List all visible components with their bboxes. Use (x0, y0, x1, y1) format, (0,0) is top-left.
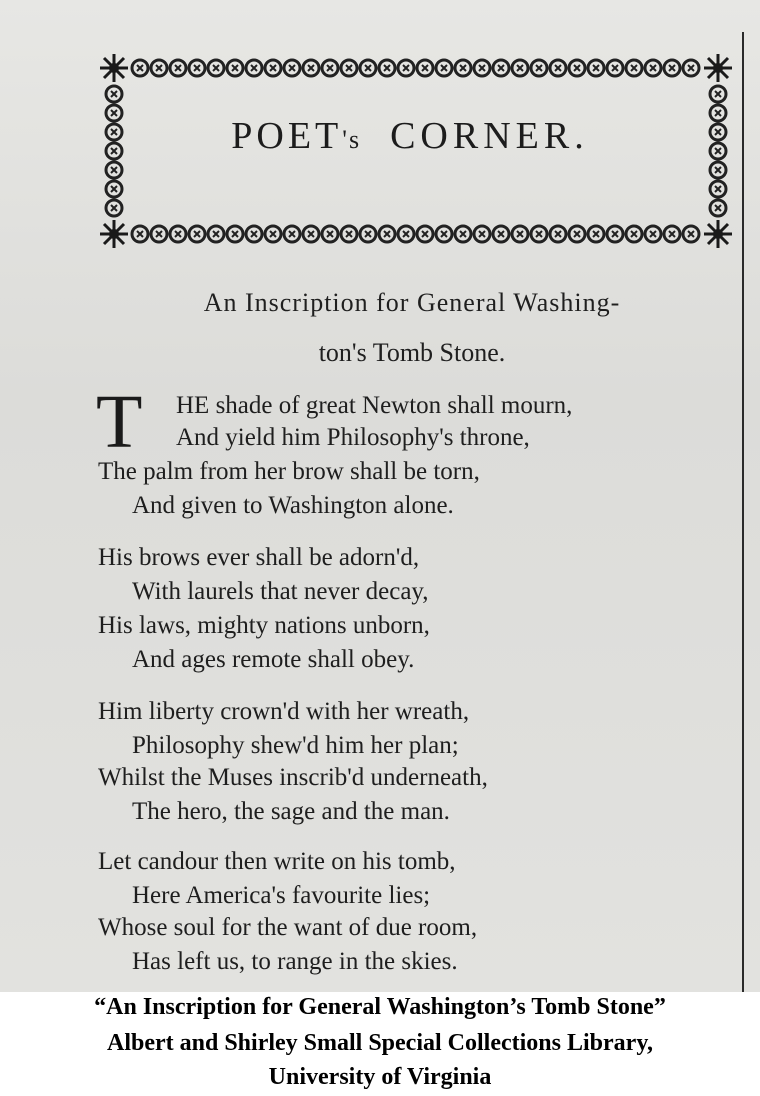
border-link (341, 60, 357, 76)
verse-line: Has left us, to range in the skies. (132, 948, 458, 975)
border-link (417, 60, 433, 76)
section-title-post: CORNER. (390, 115, 589, 157)
poem-title-line-2: ton's Tomb Stone. (318, 338, 506, 367)
border-link (360, 226, 376, 242)
border-link (227, 60, 243, 76)
border-link (683, 60, 699, 76)
border-link (151, 60, 167, 76)
border-link (227, 226, 243, 242)
border-link (189, 226, 205, 242)
corner-ornament-top-right (704, 54, 732, 82)
verse-line: His brows ever shall be adorn'd, (98, 544, 420, 571)
border-link (531, 60, 547, 76)
border-link (284, 60, 300, 76)
drop-cap: T (96, 380, 143, 464)
border-link (664, 60, 680, 76)
border-link (265, 226, 281, 242)
border-link (106, 200, 122, 216)
border-link (710, 105, 726, 121)
border-link (550, 60, 566, 76)
border-link (360, 60, 376, 76)
verse-line: Philosophy shew'd him her plan; (132, 732, 459, 759)
border-link (531, 226, 547, 242)
border-link (474, 226, 490, 242)
verse-line: HE shade of great Newton shall mourn, (176, 392, 573, 419)
verse-line: With laurels that never decay, (132, 578, 429, 605)
border-link (436, 226, 452, 242)
border-link (246, 60, 262, 76)
verse-line: The palm from her brow shall be torn, (98, 458, 480, 485)
border-link (588, 226, 604, 242)
border-link (106, 181, 122, 197)
border-link (246, 226, 262, 242)
border-link (493, 60, 509, 76)
border-link (626, 226, 642, 242)
border-link (265, 60, 281, 76)
corner-ornament-bottom-right (704, 220, 732, 248)
border-link (170, 60, 186, 76)
border-link (569, 226, 585, 242)
border-link (208, 60, 224, 76)
border-link (322, 226, 338, 242)
border-link (710, 124, 726, 140)
verse-line: The hero, the sage and the man. (132, 798, 450, 825)
verse-line: Whose soul for the want of due room, (98, 914, 478, 941)
caption-library: Albert and Shirley Small Special Collections Library, (106, 1030, 653, 1056)
border-link (588, 60, 604, 76)
border-link (512, 226, 528, 242)
border-link (710, 86, 726, 102)
border-link (417, 226, 433, 242)
border-link (710, 200, 726, 216)
border-link (436, 60, 452, 76)
border-link (710, 181, 726, 197)
border-link (106, 105, 122, 121)
border-link (322, 60, 338, 76)
border-link (569, 60, 585, 76)
verse-line: And given to Washington alone. (132, 492, 454, 519)
border-link (710, 162, 726, 178)
poem-title-line-1: An Inscription for General Washing- (203, 288, 621, 317)
corner-ornament-bottom-left (100, 220, 128, 248)
border-link (683, 226, 699, 242)
border-link (550, 226, 566, 242)
border-link (379, 226, 395, 242)
verse-line: His laws, mighty nations unborn, (98, 612, 430, 639)
border-link (132, 226, 148, 242)
verse-line: Whilst the Muses inscrib'd underneath, (98, 764, 488, 791)
border-link (645, 60, 661, 76)
border-link (341, 226, 357, 242)
border-link (455, 226, 471, 242)
section-title-mid: 's (342, 125, 362, 154)
verse-line: And yield him Philosophy's throne, (176, 424, 530, 451)
border-link (398, 226, 414, 242)
border-link (626, 60, 642, 76)
border-link (493, 226, 509, 242)
verse-line: Him liberty crown'd with her wreath, (98, 698, 470, 725)
border-link (106, 143, 122, 159)
corner-ornament-top-left (100, 54, 128, 82)
border-link (170, 226, 186, 242)
border-link (208, 226, 224, 242)
border-link (645, 226, 661, 242)
border-link (607, 226, 623, 242)
verse-line: Let candour then write on his tomb, (98, 848, 456, 875)
border-link (303, 226, 319, 242)
border-link (455, 60, 471, 76)
border-link (379, 60, 395, 76)
border-link (303, 60, 319, 76)
border-link (664, 226, 680, 242)
border-link (512, 60, 528, 76)
border-link (106, 124, 122, 140)
border-link (151, 226, 167, 242)
verse-line: And ages remote shall obey. (132, 646, 415, 673)
border-link (284, 226, 300, 242)
border-link (106, 162, 122, 178)
border-link (106, 86, 122, 102)
border-link (189, 60, 205, 76)
caption-title: “An Inscription for General Washington’s Tomb Stone” (94, 994, 666, 1020)
column-rule (742, 32, 744, 992)
section-title (130, 114, 690, 158)
section-title-pre: POET (231, 115, 343, 157)
caption-university: University of Virginia (268, 1064, 492, 1090)
border-link (474, 60, 490, 76)
border-link (710, 143, 726, 159)
border-link (132, 60, 148, 76)
border-link (398, 60, 414, 76)
border-link (607, 60, 623, 76)
verse-line: Here America's favourite lies; (132, 882, 431, 909)
